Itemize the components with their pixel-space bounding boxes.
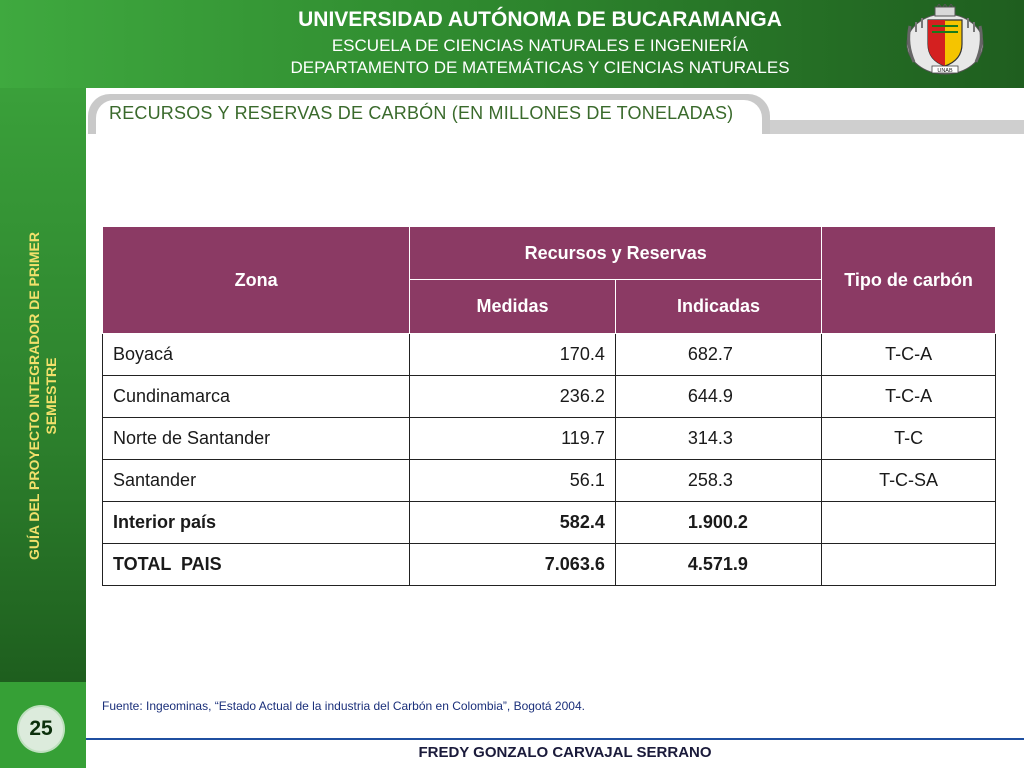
slide-title: RECURSOS Y RESERVAS DE CARBÓN (EN MILLONES DE TONELADAS) [109, 103, 734, 123]
cell-tipo: T-C [822, 418, 996, 460]
cell-indicadas: 314.3 [615, 418, 821, 460]
cell-zona: TOTAL PAIS [103, 544, 410, 586]
cell-tipo: T-C-SA [822, 460, 996, 502]
table-row [103, 460, 996, 502]
sidebar-guide-label [26, 186, 60, 606]
cell-medidas: 56.1 [410, 460, 616, 502]
source-citation: Fuente: Ingeominas, “Estado Actual de la industria del Carbón en Colombia”, Bogotá 2004. [102, 699, 585, 713]
cell-tipo [822, 544, 996, 586]
header-indicadas: Indicadas [615, 280, 821, 334]
cell-zona: Boyacá [103, 334, 410, 376]
title-underline-bar [760, 120, 1024, 134]
page-number: 25 [29, 717, 53, 740]
cell-medidas: 7.063.6 [410, 544, 616, 586]
department-name: DEPARTAMENTO DE MATEMÁTICAS Y CIENCIAS NATURALES [290, 58, 790, 77]
cell-indicadas: 4.571.9 [615, 544, 821, 586]
cell-tipo: T-C-A [822, 376, 996, 418]
table-row [103, 376, 996, 418]
cell-zona: Santander [103, 460, 410, 502]
table-row-subtotal [103, 502, 996, 544]
cell-medidas: 582.4 [410, 502, 616, 544]
cell-zona: Cundinamarca [103, 376, 410, 418]
cell-tipo [822, 502, 996, 544]
sidebar-line-1: GUÍA DEL PROYECTO INTEGRADOR DE PRIMER [26, 232, 42, 560]
header-recursos-reservas: Recursos y Reservas [410, 227, 822, 280]
cell-medidas: 119.7 [410, 418, 616, 460]
cell-indicadas: 682.7 [615, 334, 821, 376]
footer-divider [86, 738, 1024, 740]
coal-reserves-table [102, 226, 996, 586]
university-crest-logo [902, 4, 988, 80]
sidebar-line-2: SEMESTRE [43, 357, 59, 435]
school-name: ESCUELA DE CIENCIAS NATURALES E INGENIERÍA [331, 36, 749, 55]
header-tipo-carbon: Tipo de carbón [822, 227, 996, 334]
header-zona: Zona [103, 227, 410, 334]
cell-indicadas: 1.900.2 [615, 502, 821, 544]
table-row [103, 418, 996, 460]
cell-medidas: 170.4 [410, 334, 616, 376]
cell-indicadas: 644.9 [615, 376, 821, 418]
author-name: FREDY GONZALO CARVAJAL SERRANO [418, 744, 712, 761]
table-row [103, 334, 996, 376]
header-medidas: Medidas [410, 280, 616, 334]
svg-text:UNAB: UNAB [937, 68, 953, 74]
university-name: UNIVERSIDAD AUTÓNOMA DE BUCARAMANGA [298, 8, 782, 31]
cell-indicadas: 258.3 [615, 460, 821, 502]
cell-zona: Interior país [103, 502, 410, 544]
cell-zona: Norte de Santander [103, 418, 410, 460]
table-row-total [103, 544, 996, 586]
cell-medidas: 236.2 [410, 376, 616, 418]
cell-tipo: T-C-A [822, 334, 996, 376]
